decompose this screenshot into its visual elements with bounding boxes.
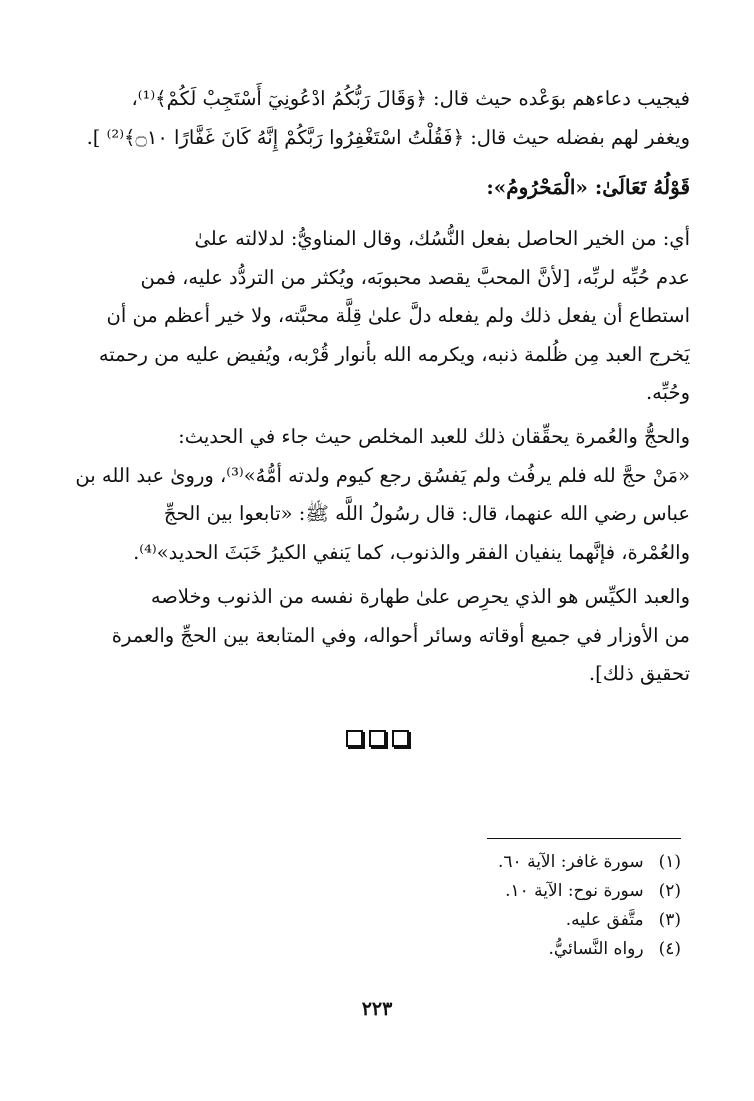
text-line: يَخرج العبد مِن ظُلمة ذنبه، ويكرمه الله بأنوار قُرْبه، ويُفيض عليه من رحمته — [98, 342, 690, 366]
text-line: عدم حُبِّه لربِّه، [لأنَّ المحبَّ يقصد محبوبَه، ويُكثر من التردُّد عليه، فمن — [140, 265, 690, 289]
footnote-text: رواه النَّسائيُّ. — [548, 939, 644, 959]
footnote-text: سورة نوح: الآية ١٠. — [505, 881, 644, 901]
footnote-text: متَّفق عليه. — [565, 910, 644, 930]
text-line: من الأوزار في جميع أوقاته وسائر أحواله، وفي المتابعة بين الحجِّ والعمرة — [111, 623, 690, 647]
text-line: وحُبِّه. — [645, 381, 690, 404]
separator-square-icon — [392, 730, 409, 747]
separator-square-icon — [369, 730, 386, 747]
body-paragraph-3 — [66, 578, 690, 694]
footnotes-list — [300, 848, 681, 964]
body-paragraph-2 — [66, 418, 690, 572]
page-number: ٢٢٣ — [361, 998, 393, 1020]
section-heading: قَوْلُهُ تَعَالَىٰ: «الْمَحْرُومُ»: — [486, 175, 690, 199]
footnote-number: (١) — [658, 852, 681, 872]
footnote-item — [300, 848, 681, 877]
text-line: فيجيب دعاءهم بوَعْده حيث قال: ﴿وَقَالَ رَبُّكُمُ ادْعُونِيٓ أَسْتَجِبْ لَكُمْ﴾⁽¹⁾، — [131, 87, 690, 110]
text-line: ويغفر لهم بفضله حيث قال: ﴿فَقُلْتُ اسْتَغْفِرُوا رَبَّكُمْ إِنَّهُ كَانَ غَفَّارًا ۝١٠﴾⁽²⁾ ]. — [86, 125, 690, 149]
body-paragraph-1 — [66, 220, 690, 413]
footnote-number: (٢) — [658, 881, 681, 901]
text-line: والعُمْرة، فإنَّهما ينفيان الفقر والذنوب، كما يَنفي الكيرُ خَبَثَ الحديد»⁽⁴⁾. — [133, 540, 690, 564]
text-line: «مَنْ حجَّ لله فلم يرفُث ولم يَفسُق رجع كيوم ولدته أمُّهُ»⁽³⁾، وروىٰ عبد الله بن — [75, 463, 690, 487]
footnote-item — [300, 935, 681, 964]
footnote-item — [300, 906, 681, 935]
footnote-number: (٣) — [658, 910, 681, 930]
text-line: أي: من الخير الحاصل بفعل النُّسُك، وقال المناويُّ: لدلالته علىٰ — [194, 227, 690, 250]
opening-paragraph — [66, 80, 690, 157]
section-separator — [0, 730, 754, 747]
text-line: تحقيق ذلك]. — [588, 662, 690, 685]
footnote-divider — [487, 838, 681, 839]
text-line: والحجُّ والعُمرة يحقِّقان ذلك للعبد المخلص حيث جاء في الحديث: — [178, 425, 690, 448]
footnote-number: (٤) — [658, 939, 681, 959]
separator-square-icon — [346, 730, 363, 747]
text-line: استطاع أن يفعل ذلك ولم يفعله دلَّ علىٰ قِلَّة محبَّته، ولا خير أعظم من أن — [106, 304, 690, 327]
text-line: عباس رضي الله عنهما، قال: قال رسُولُ اللَّه ﷺ: «تابعوا بين الحجِّ — [163, 502, 690, 525]
footnote-text: سورة غافر: الآية ٦٠. — [498, 852, 644, 872]
footnote-item — [300, 877, 681, 906]
text-line: والعبد الكيِّس هو الذي يحرِص علىٰ طهارة نفسه من الذنوب وخلاصه — [150, 585, 690, 608]
